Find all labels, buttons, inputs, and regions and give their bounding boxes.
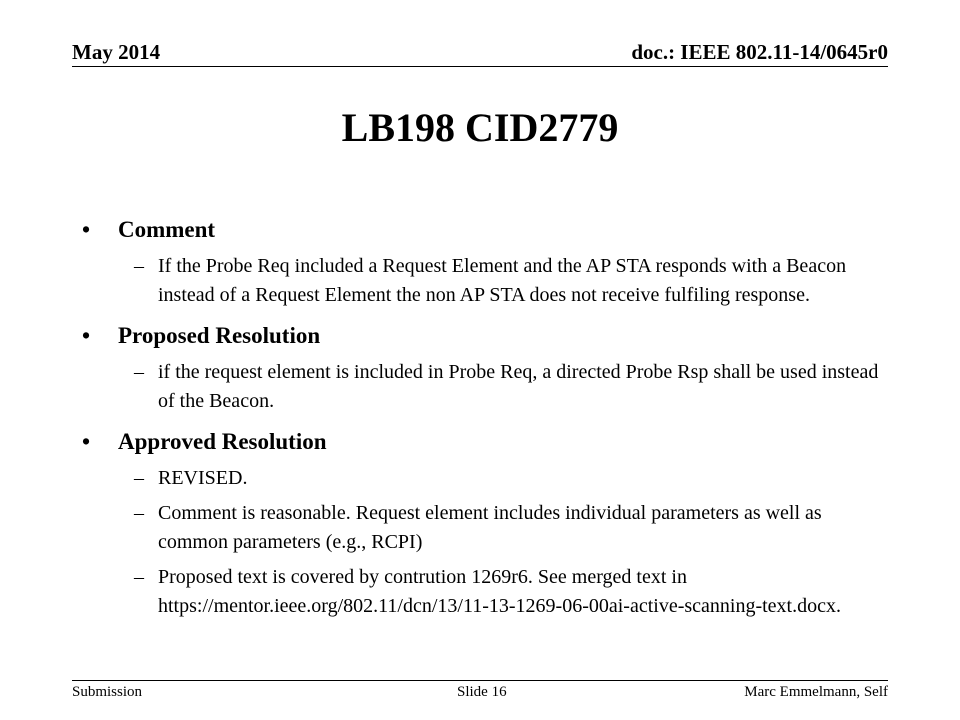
heading-text: Comment [118, 217, 216, 242]
header-date: May 2014 [72, 40, 161, 64]
dash-icon: – [134, 255, 144, 277]
sub-item-text: If the Probe Req included a Request Element and the AP STA responds with a Beacon instead of a Request Element the non AP STA does not receive fulfiling response. [158, 255, 847, 306]
footer-author: Marc Emmelmann, Self [744, 684, 888, 700]
bullet-heading [82, 214, 882, 246]
sub-item [82, 464, 882, 493]
dash-icon: – [134, 502, 144, 524]
slide-title: LB198 CID2779 [341, 105, 619, 150]
section-comment [82, 214, 882, 310]
header-doc-id: doc.: IEEE 802.11-14/0645r0 [631, 40, 888, 64]
sub-item [82, 563, 882, 621]
bullet-heading [82, 426, 882, 458]
footer-rule [72, 680, 888, 681]
footer-submission: Submission [72, 684, 143, 700]
sub-item-text: Proposed text is covered by contrution 1269r6. See merged text in https://mentor.ieee.org/802.11/dcn/13/11-13-1269-06-00ai-active-scanning-text.docx. [158, 566, 841, 617]
section-approved-resolution [82, 426, 882, 621]
sub-item-text: if the request element is included in Probe Req, a directed Probe Rsp shall be used instead of the Beacon. [158, 361, 879, 412]
bullet-heading [82, 320, 882, 352]
footer-slide-number: Slide 16 [457, 684, 507, 700]
sub-item-text: Comment is reasonable. Request element includes individual parameters as well as common parameters (e.g., RCPI) [158, 502, 822, 553]
sub-item [82, 252, 882, 310]
sub-item [82, 358, 882, 416]
slide-body [82, 214, 882, 631]
sub-item [82, 499, 882, 557]
section-proposed-resolution [82, 320, 882, 416]
dash-icon: – [134, 467, 144, 489]
bullet-icon: • [82, 323, 91, 348]
heading-text: Approved Resolution [118, 429, 327, 454]
dash-icon: – [134, 361, 144, 383]
heading-text: Proposed Resolution [118, 323, 321, 348]
sub-item-text: REVISED. [158, 467, 248, 489]
dash-icon: – [134, 566, 144, 588]
header-rule [72, 66, 888, 67]
bullet-icon: • [82, 217, 91, 242]
bullet-icon: • [82, 429, 91, 454]
